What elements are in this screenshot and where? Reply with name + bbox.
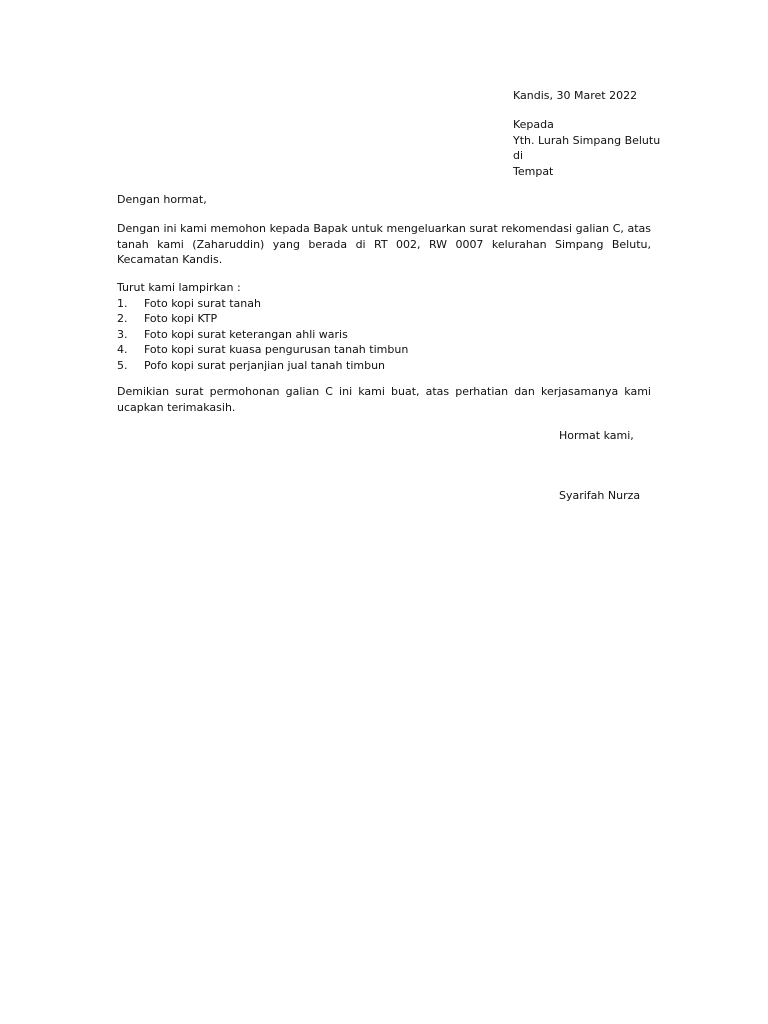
list-item-number: 5. — [117, 358, 128, 372]
attachments-list — [117, 296, 651, 374]
salutation: Dengan hormat, — [117, 193, 207, 206]
recipient-line-4: Tempat — [513, 164, 554, 178]
list-item-number: 3. — [117, 327, 128, 341]
list-item-text: Foto kopi surat tanah — [144, 296, 261, 310]
list-item-number: 2. — [117, 312, 128, 325]
list-item-text: Foto kopi surat keterangan ahli waris — [144, 327, 348, 341]
recipient-line-2: Yth. Lurah Simpang Belutu — [513, 133, 661, 147]
recipient-block — [513, 117, 660, 179]
list-item-text: Foto kopi KTP — [144, 312, 218, 325]
list-item — [117, 358, 651, 374]
attachments-section — [117, 280, 651, 373]
body-paragraph: Dengan ini kami memohon kepada Bapak untuk mengeluarkan surat rekomendasi galian C, atas tanah kami (Zaharuddin) yang berada di RT 002, RW 0007 kelurahan Simpang Belutu, Kecamatan Kandis. — [117, 222, 651, 266]
attachments-intro: Turut kami lampirkan : — [117, 281, 241, 294]
recipient-line-1: Kepada — [513, 118, 554, 131]
list-item-number: 4. — [117, 343, 128, 356]
signer-name: Syarifah Nurza — [559, 489, 641, 502]
closing-paragraph: Demikian surat permohonan galian C ini kami buat, atas perhatian dan kerjasamanya kami ucapkan terimakasih. — [117, 385, 651, 414]
list-item — [117, 296, 651, 312]
list-item — [117, 327, 651, 343]
list-item — [117, 311, 651, 327]
recipient-line-3: di — [513, 149, 524, 162]
list-item-number: 1. — [117, 296, 128, 310]
date-line: Kandis, 30 Maret 2022 — [513, 89, 638, 102]
closing-greeting: Hormat kami, — [559, 429, 634, 442]
list-item-text: Pofo kopi surat perjanjian jual tanah timbun — [144, 358, 386, 372]
list-item-text: Foto kopi surat kuasa pengurusan tanah timbun — [144, 343, 409, 356]
list-item — [117, 342, 651, 358]
